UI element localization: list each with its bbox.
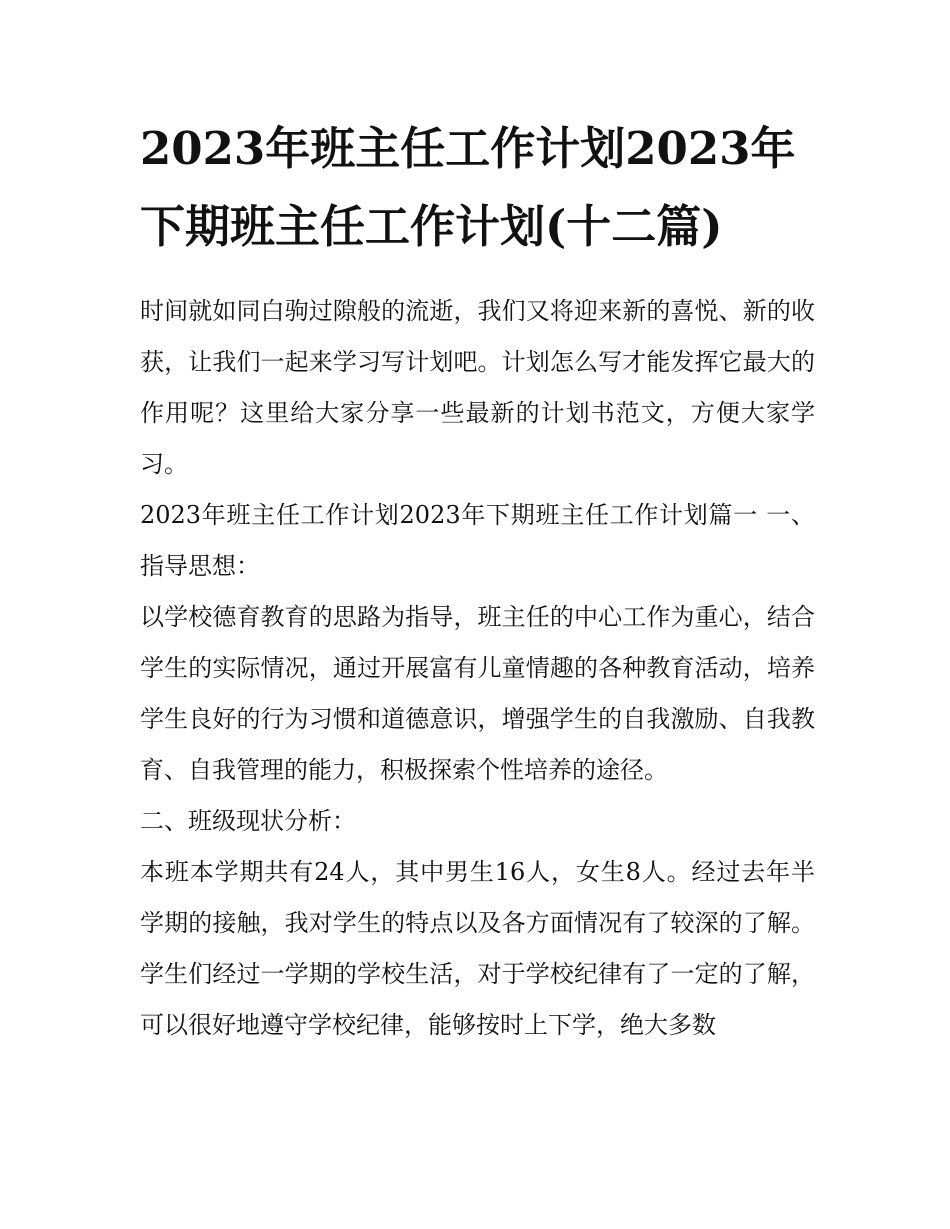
document-page [140, 110, 815, 1051]
paragraph-class-analysis: 本班本学期共有24人，其中男生16人，女生8人。经过去年半学期的接触，我对学生的特点以及各方面情况有了较深的了解。学生们经过一学期的学校生活，对于学校纪律有了一定的了解，可以很好地遵守学校纪律，能够按时上下学，绝大多数 [140, 858, 815, 1039]
paragraph-section-heading-1: 2023年班主任工作计划2023年下期班主任工作计划篇一 一、指导思想： [140, 501, 815, 580]
document-title: 2023年班主任工作计划2023年下期班主任工作计划(十二篇) [140, 122, 796, 253]
paragraph-section-heading-2: 二、班级现状分析： [140, 807, 356, 835]
paragraph-guiding-thought: 以学校德育教育的思路为指导，班主任的中心工作为重心，结合学生的实际情况，通过开展富有儿童情趣的各种教育活动，培养学生良好的行为习惯和道德意识，增强学生的自我激励、自我教育、自我管理的能力，积极探索个性培养的途径。 [140, 603, 815, 784]
paragraph-intro: 时间就如同白驹过隙般的流逝，我们又将迎来新的喜悦、新的收获，让我们一起来学习写计划吧。计划怎么写才能发挥它最大的作用呢？这里给大家分享一些最新的计划书范文，方便大家学习。 [140, 297, 815, 478]
document-body [140, 286, 815, 1051]
